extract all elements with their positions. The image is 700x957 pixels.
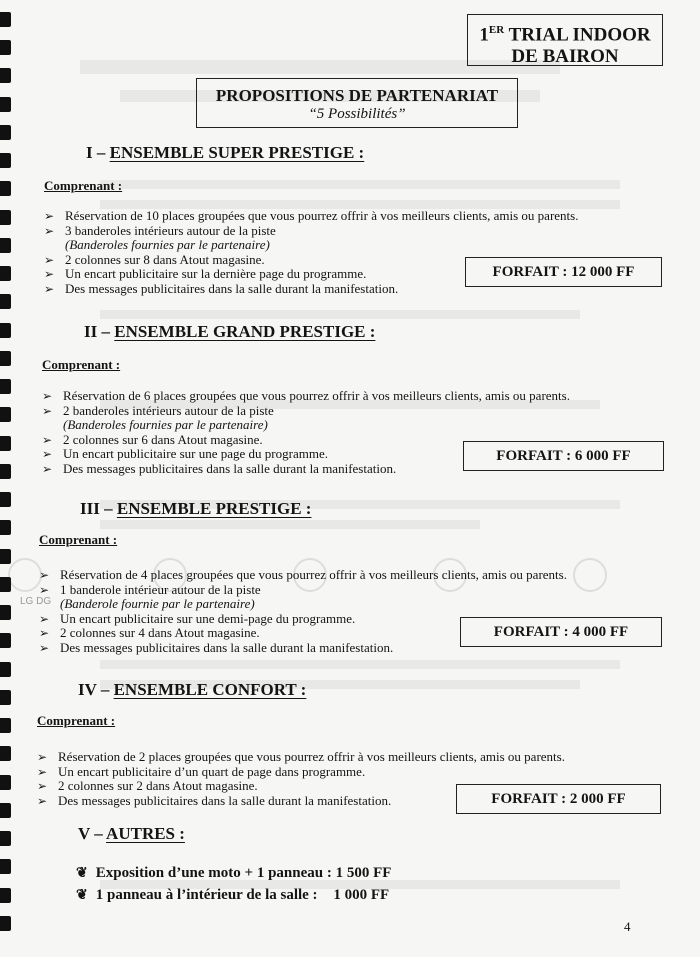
proposal-heading-box	[196, 78, 518, 128]
binding-hole	[0, 775, 11, 790]
binding-hole	[0, 351, 11, 366]
section-number: IV –	[78, 680, 114, 699]
binding-hole	[0, 831, 11, 846]
bullet-pen-icon: ❦	[76, 888, 88, 903]
comprenant-label: Comprenant :	[44, 178, 123, 193]
list-item: ➢ 2 banderoles intérieurs autour de la piste (Banderoles fournies par le partenaire)	[42, 404, 570, 433]
other-item-price: 1 500 FF	[335, 865, 392, 881]
binding-hole	[0, 40, 11, 55]
list-item: ➢ Réservation de 2 places groupées que vous pourrez offrir à vos meilleurs clients, amis ou parents.	[37, 749, 565, 764]
binding-hole	[0, 153, 11, 168]
section-heading	[78, 824, 185, 844]
list-item: ➢ Un encart publicitaire d’un quart de page dans programme.	[37, 763, 366, 779]
section-heading	[80, 499, 311, 519]
list-item: ➢ Un encart publicitaire sur une demi-page du programme.	[39, 610, 356, 626]
proposal-subtitle: “5 Possibilités”	[308, 106, 406, 122]
binding-hole	[0, 125, 11, 140]
section-number: I –	[86, 143, 110, 162]
binding-hole	[0, 266, 11, 281]
section-number: III –	[80, 499, 117, 518]
binding-hole	[0, 407, 11, 422]
event-title-line2: DE BAIRON	[511, 46, 619, 68]
forfait-box: FORFAIT : 12 000 FF	[465, 257, 662, 287]
binding-hole	[0, 464, 11, 479]
list-item: ➢ Des messages publicitaires dans la salle durant la manifestation.	[37, 792, 392, 808]
binding-hole	[0, 379, 11, 394]
list-item: ➢ Des messages publicitaires dans la salle durant la manifestation.	[42, 460, 397, 476]
binding-hole	[0, 294, 11, 309]
binding-hole	[0, 492, 11, 507]
spiral-binding	[0, 0, 14, 957]
forfait-box: FORFAIT : 4 000 FF	[460, 617, 662, 647]
comprenant-label: Comprenant :	[42, 357, 121, 372]
section-title: ENSEMBLE PRESTIGE :	[116, 499, 312, 518]
list-item: ➢ Des messages publicitaires dans la salle durant la manifestation.	[39, 639, 394, 655]
binding-hole	[0, 690, 11, 705]
list-item: ➢ 2 colonnes sur 8 dans Atout magasine.	[44, 251, 265, 267]
item-note: (Banderoles fournies par le partenaire)	[65, 237, 270, 252]
proposal-title: PROPOSITIONS DE PARTENARIAT	[215, 86, 499, 105]
list-item: ➢ Réservation de 6 places groupées que vous pourrez offrir à vos meilleurs clients, amis ou parents.	[42, 388, 570, 403]
other-item	[76, 884, 389, 907]
comprenant-label: Comprenant :	[39, 532, 118, 547]
section-number: V –	[78, 824, 107, 843]
event-title-box	[467, 14, 663, 66]
list-item: ➢ Un encart publicitaire sur la dernière page du programme.	[44, 266, 367, 281]
section-title: ENSEMBLE SUPER PRESTIGE :	[109, 143, 365, 162]
section-heading	[78, 680, 306, 700]
binding-hole	[0, 888, 11, 903]
list-item: ➢ Réservation de 4 places groupées que vous pourrez offrir à vos meilleurs clients, amis ou parents.	[39, 567, 567, 582]
list-item: ➢ 2 colonnes sur 4 dans Atout magasine.	[39, 625, 260, 640]
section-heading	[86, 143, 364, 163]
binding-hole	[0, 718, 11, 733]
other-item-label: Exposition d’une moto + 1 panneau :	[95, 865, 336, 881]
list-item: ➢ Un encart publicitaire sur une page du programme.	[42, 446, 328, 461]
event-title-num: 1	[479, 24, 489, 46]
item-note: (Banderole fournie par le partenaire)	[60, 596, 255, 611]
binding-hole	[0, 238, 11, 253]
binding-hole	[0, 520, 11, 535]
section-title: ENSEMBLE CONFORT :	[113, 680, 307, 699]
other-item-label: 1 panneau à l’intérieur de la salle :	[95, 887, 322, 903]
watermark-text: LG DG	[20, 596, 52, 607]
list-item: ➢ Réservation de 10 places groupées que vous pourrez offrir à vos meilleurs clients, amis ou parents.	[44, 208, 579, 223]
binding-hole	[0, 12, 11, 27]
binding-hole	[0, 859, 11, 874]
list-item: ➢ Des messages publicitaires dans la salle durant la manifestation.	[44, 280, 399, 296]
forfait-box: FORFAIT : 2 000 FF	[456, 784, 661, 814]
comprenant-label: Comprenant :	[37, 713, 116, 728]
binding-hole	[0, 210, 11, 225]
section-title: AUTRES :	[106, 824, 185, 843]
forfait-box: FORFAIT : 6 000 FF	[463, 441, 664, 471]
list-item: ➢ 3 banderoles intérieurs autour de la piste (Banderoles fournies par le partenaire)	[44, 224, 578, 253]
item-note: (Banderoles fournies par le partenaire)	[63, 417, 268, 432]
binding-hole	[0, 633, 11, 648]
other-item-price: 1 000 FF	[333, 887, 390, 903]
other-item	[76, 862, 391, 885]
binding-hole	[0, 68, 11, 83]
binding-hole	[0, 323, 11, 338]
event-title: TRIAL INDOOR	[504, 24, 651, 46]
binding-hole	[0, 97, 11, 112]
binding-hole	[0, 916, 11, 931]
binding-hole	[0, 803, 11, 818]
section-title: ENSEMBLE GRAND PRESTIGE :	[114, 322, 376, 341]
page-number: 4	[624, 919, 631, 934]
bullet-pen-icon: ❦	[76, 866, 88, 881]
list-item: ➢ 1 banderole intérieur autour de la piste (Banderole fournie par le partenaire)	[39, 583, 567, 612]
binding-hole	[0, 436, 11, 451]
section-heading	[84, 322, 375, 342]
binding-hole	[0, 181, 11, 196]
event-title-sup: ER	[488, 24, 505, 36]
binding-hole	[0, 746, 11, 761]
section-number: II –	[84, 322, 115, 341]
list-item: ➢ 2 colonnes sur 6 dans Atout magasine.	[42, 431, 263, 447]
list-item: ➢ 2 colonnes sur 2 dans Atout magasine.	[37, 778, 258, 793]
binding-hole	[0, 662, 11, 677]
